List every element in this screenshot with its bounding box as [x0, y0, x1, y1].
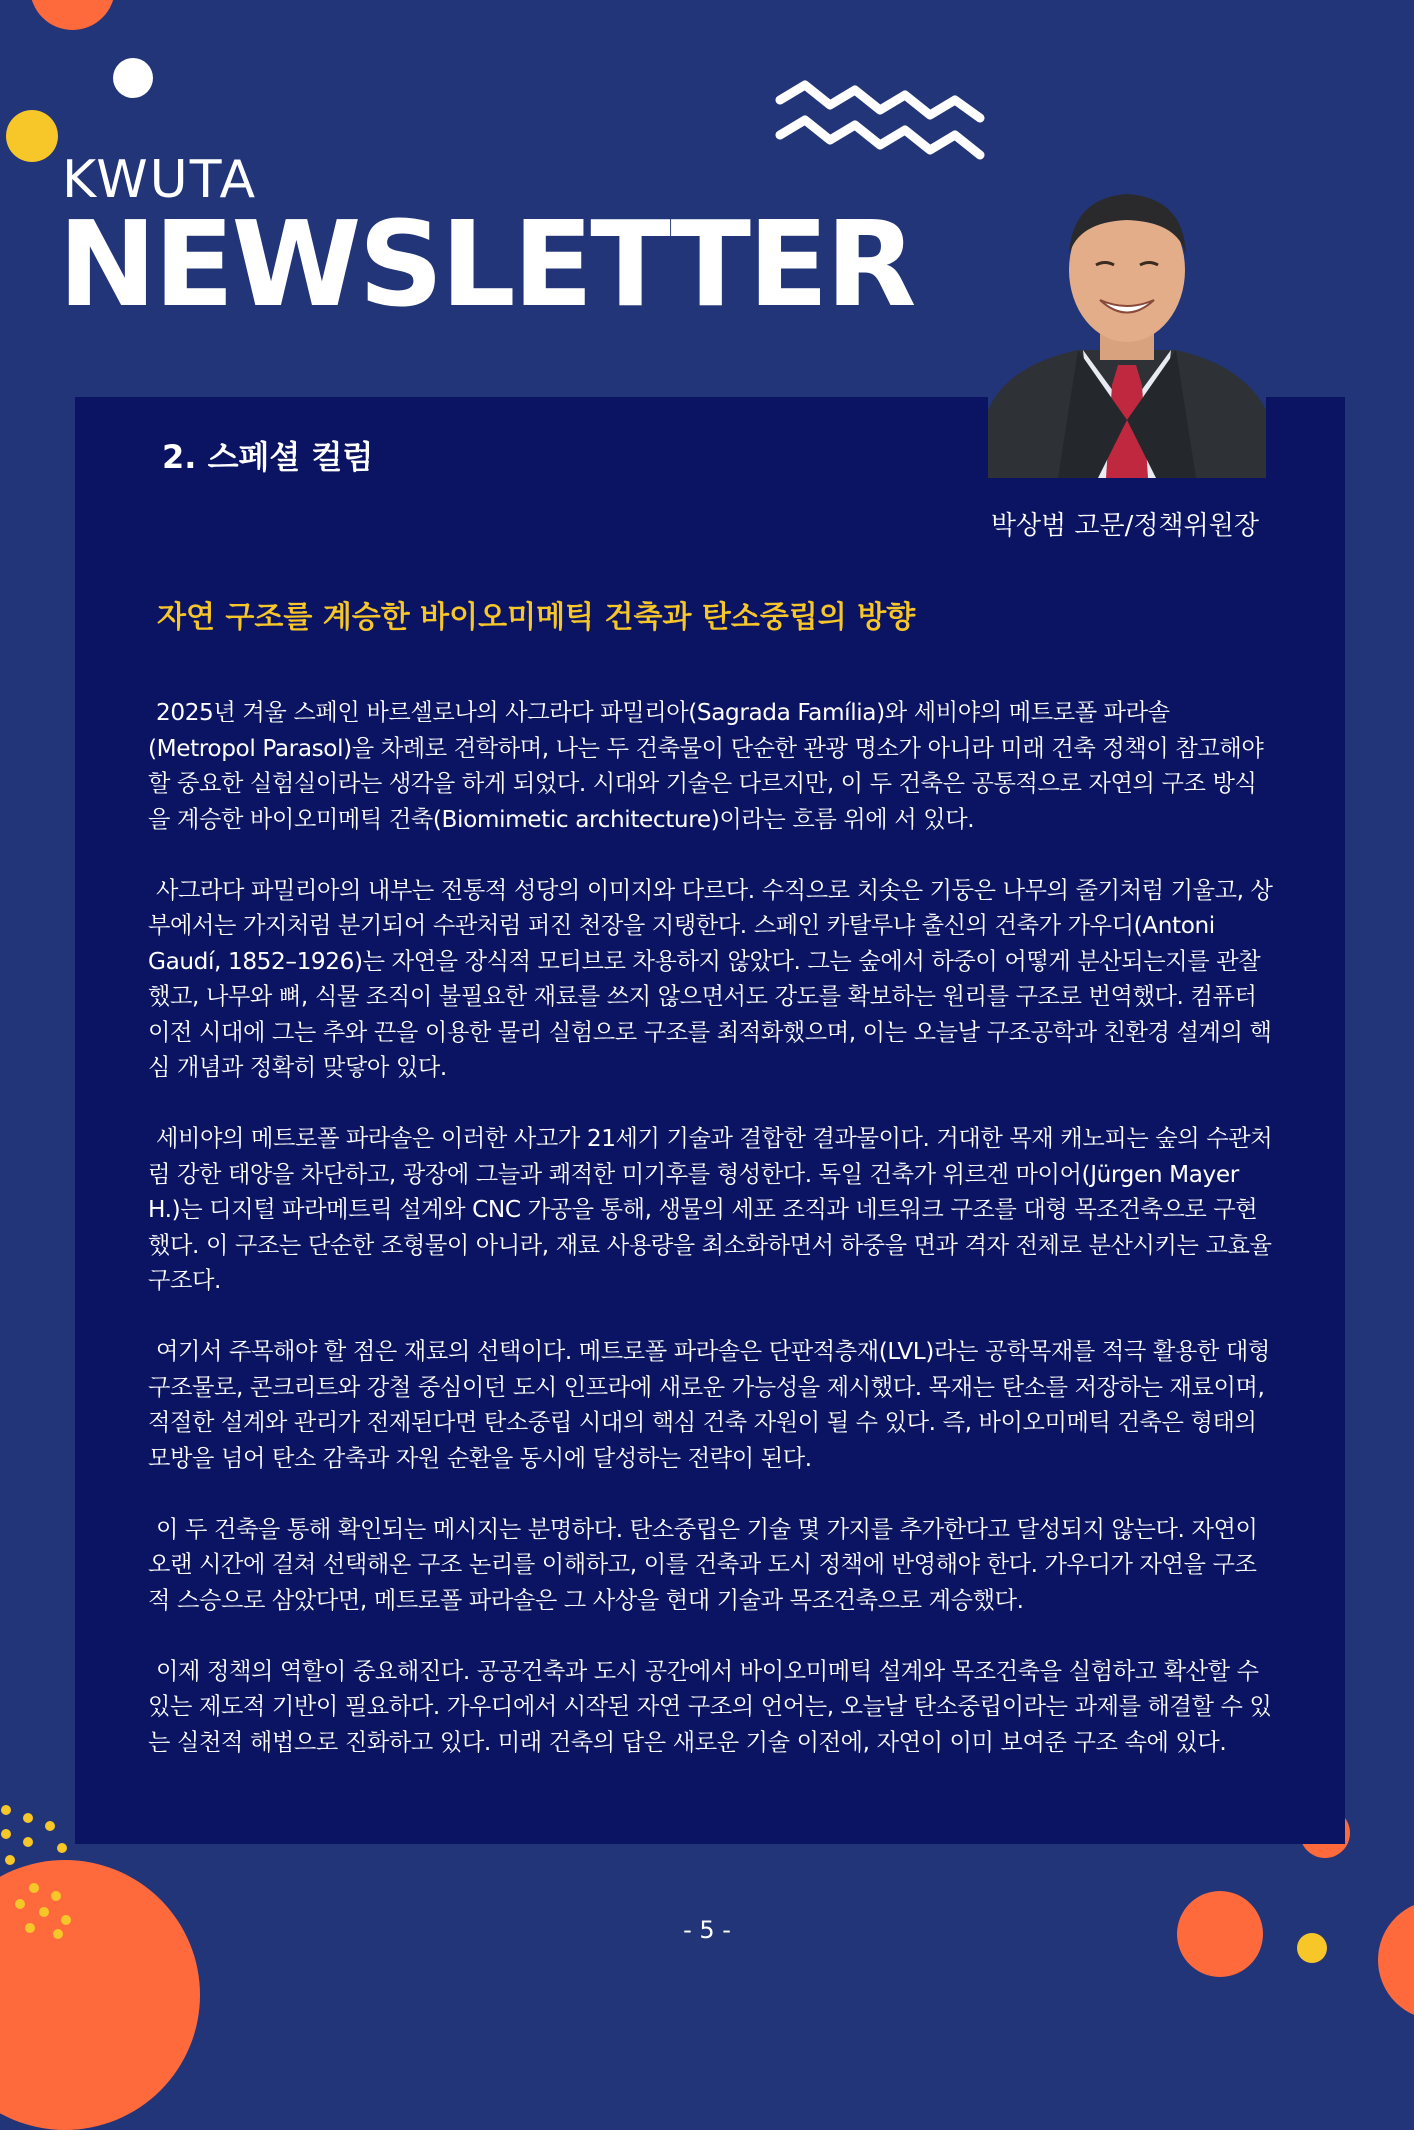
page-number: - 5 - — [683, 1916, 731, 1944]
article-paragraph: 세비야의 메트로폴 파라솔은 이러한 사고가 21세기 기술과 결합한 결과물이다. 거대한 목재 캐노피는 숲의 수관처럼 강한 태양을 차단하고, 광장에 그늘과 쾌적한 미기후를 형성한다. 독일 건축가 위르겐 마이어(Jürgen Mayer H.)는 디지털 파라메트릭 설계와 CNC 가공을 통해, 생물의 세포 조직과 네트워크 구조를 대형 목조건축으로 구현했다. 이 구조는 단순한 조형물이 아니라, 재료 사용량을 최소화하면서 하중을 면과 격자 전체로 분산시키는 고효율 구조다. — [148, 1125, 1273, 1294]
decorative-circle-white-top — [113, 58, 153, 98]
author-photo — [988, 160, 1266, 478]
decorative-wave-lines — [775, 80, 990, 170]
article-paragraph: 이제 정책의 역할이 중요해진다. 공공건축과 도시 공간에서 바이오미메틱 설계와 목조건축을 실험하고 확산할 수 있는 제도적 기반이 필요하다. 가우디에서 시작된 자연 구조의 언어는, 오늘날 탄소중립이라는 과제를 해결할 수 있는 실천적 해법으로 진화하고 있다. 미래 건축의 답은 새로운 기술 이전에, 자연이 이미 보여준 구조 속에 있다. — [148, 1657, 1272, 1756]
article-paragraph: 사그라다 파밀리아의 내부는 전통적 성당의 이미지와 다르다. 수직으로 치솟은 기둥은 나무의 줄기처럼 기울고, 상부에서는 가지처럼 분기되어 수관처럼 퍼진 천장을 지탱한다. 스페인 카탈루냐 출신의 건축가 가우디(Antoni Gaudí, 1852–1926)는 자연을 장식적 모티브로 차용하지 않았다. 그는 숲에서 하중이 어떻게 분산되는지를 관찰했고, 나무와 뼈, 식물 조직이 불필요한 재료를 쓰지 않으면서도 강도를 확보하는 원리를 구조로 번역했다. 컴퓨터 이전 시대에 그는 추와 끈을 이용한 물리 실험으로 구조를 최적화했으며, 이는 오늘날 구조공학과 친환경 설계의 핵심 개념과 정확히 맞닿아 있다. — [148, 876, 1273, 1081]
org-name: KWUTA — [62, 150, 258, 210]
decorative-circle-orange-top — [30, 0, 115, 30]
article-headline: 자연 구조를 계승한 바이오미메틱 건축과 탄소중립의 방향 — [157, 600, 916, 635]
article-body — [148, 695, 1274, 1796]
masthead-title: NEWSLETTER — [58, 195, 914, 333]
section-title: 2. 스페셜 컬럼 — [162, 438, 374, 476]
decorative-circle-yellow-top — [6, 110, 58, 162]
article-paragraph: 이 두 건축을 통해 확인되는 메시지는 분명하다. 탄소중립은 기술 몇 가지를 추가한다고 달성되지 않는다. 자연이 오랜 시간에 걸쳐 선택해온 구조 논리를 이해하고, 이를 건축과 도시 정책에 반영해야 한다. 가우디가 자연을 구조적 스승으로 삼았다면, 메트로폴 파라솔은 그 사상을 현대 기술과 목조건축으로 계승했다. — [148, 1515, 1258, 1614]
article-paragraph: 여기서 주목해야 할 점은 재료의 선택이다. 메트로폴 파라솔은 단판적층재(LVL)라는 공학목재를 적극 활용한 대형 구조물로, 콘크리트와 강철 중심이던 도시 인프라에 새로운 가능성을 제시했다. 목재는 탄소를 저장하는 재료이며, 적절한 설계와 관리가 전제된다면 탄소중립 시대의 핵심 건축 자원이 될 수 있다. 즉, 바이오미메틱 건축은 형태의 모방을 넘어 탄소 감축과 자원 순환을 동시에 달성하는 전략이 된다. — [148, 1338, 1270, 1472]
article-paragraph: 2025년 겨울 스페인 바르셀로나의 사그라다 파밀리아(Sagrada Família)와 세비야의 메트로폴 파라솔(Metropol Parasol)을 차례로 견학하며, 나는 두 건축물이 단순한 관광 명소가 아니라 미래 건축 정책이 참고해야 할 중요한 실험실이라는 생각을 하게 되었다. 시대와 기술은 다르지만, 이 두 건축은 공통적으로 자연의 구조 방식을 계승한 바이오미메틱 건축(Biomimetic architecture)이라는 흐름 위에 서 있다. — [148, 699, 1264, 833]
author-byline: 박상범 고문/정책위원장 — [990, 511, 1259, 541]
